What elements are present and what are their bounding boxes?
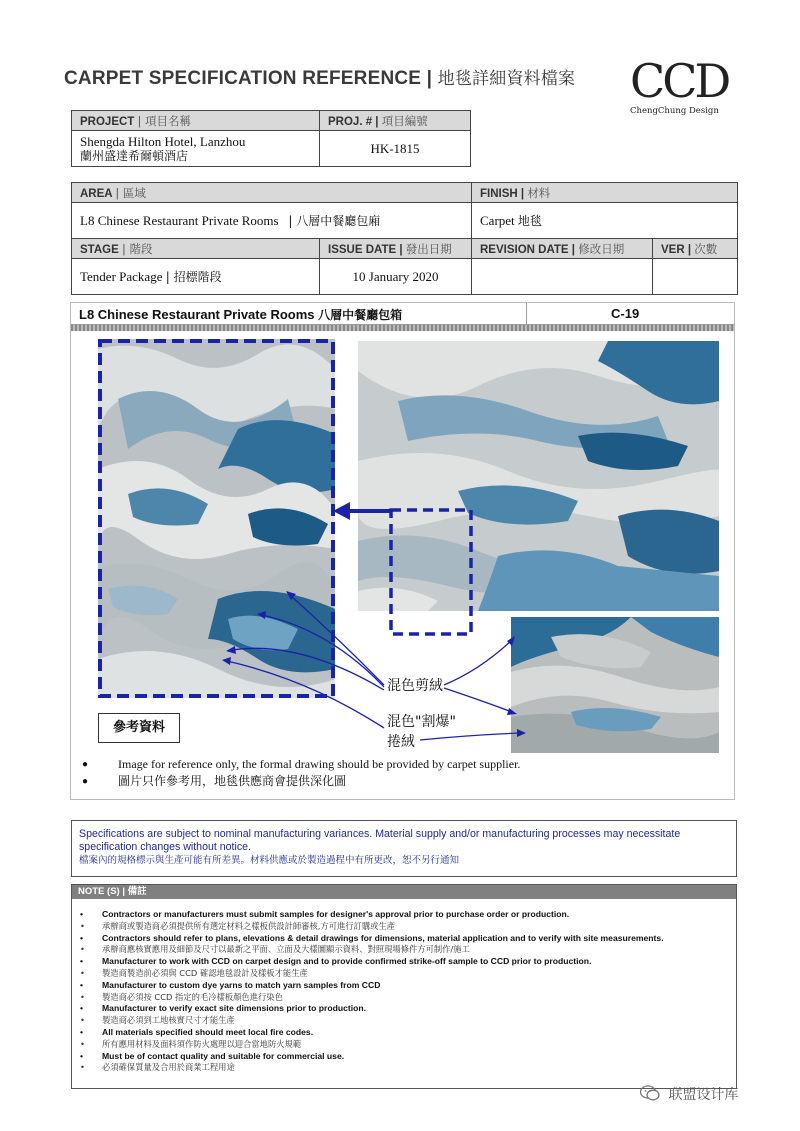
- note-item-en: • Must be of contact quality and suitable for commercial use.: [80, 1051, 736, 1063]
- note-item-en: • Manufacturer to verify exact site dimensions prior to production.: [80, 1003, 736, 1015]
- note-item-zh: • 製造商必須到工地核實尺寸才能生產: [80, 1015, 736, 1027]
- finish-value: Carpet 地毯: [472, 203, 738, 239]
- note-item-zh: • 製造商必須按 CCD 指定的毛冷樣板顏色進行染色: [80, 992, 736, 1004]
- title-en: CARPET SPECIFICATION REFERENCE |: [64, 68, 433, 89]
- callout-curve-5: [444, 640, 512, 685]
- project-number: HK-1815: [320, 131, 471, 167]
- note-item-zh: • 承辦商或製造商必須提供所有選定材料之樣板供設計師審核,方可進行訂購或生產: [80, 921, 736, 933]
- callout-cut-pile: 混色剪絨: [387, 678, 443, 694]
- selection-rectangle: [391, 510, 471, 634]
- note-item-zh: • 所有應用材料及面料須作防火處理以迎合當地防火規範: [80, 1039, 736, 1051]
- ver-label: VER | 次數: [653, 239, 738, 259]
- callout-curve-6: [444, 688, 512, 712]
- disclaimer-zh: 檔案內的規格標示與生產可能有所差異。材料供應或於製造過程中有所更改，恕不另行通知: [79, 855, 460, 866]
- reference-notes: [82, 756, 520, 790]
- project-label: PROJECT | 項目名稱: [72, 111, 320, 131]
- note-item-zh: • 承辦商應核實應用及細節及尺寸以最新之平面、立面及大樣圖顯示資料、對照現場條件方可制作/施工: [80, 944, 736, 956]
- panel-title: L8 Chinese Restaurant Private Rooms 八層中餐廳包箱: [79, 307, 403, 322]
- stage-label: STAGE | 階段: [72, 239, 320, 259]
- stage-value: Tender Package | 招標階段: [72, 259, 320, 295]
- note-item-en: • Contractors or manufacturers must submit samples for designer's approval prior to purchase order or production.: [80, 909, 736, 921]
- issue-date-value: 10 January 2020: [320, 259, 472, 295]
- disclaimer-box: [71, 820, 737, 877]
- logo-mark: CCD: [630, 54, 729, 108]
- revision-date-label: REVISION DATE | 修改日期: [472, 239, 653, 259]
- logo-subtitle: ChengChung Design: [630, 106, 719, 116]
- area-value: L8 Chinese Restaurant Private Rooms | 八層中餐廳包廂: [72, 203, 472, 239]
- note-item-zh: • 製造商製造前必須與 CCD 確認地毯設計及樣板才能生產: [80, 968, 736, 980]
- issue-date-label: ISSUE DATE | 發出日期: [320, 239, 472, 259]
- watermark-text: 联盟设计库: [668, 1087, 739, 1103]
- proj-no-label: PROJ. # | 項目編號: [320, 111, 471, 131]
- callout-curve-4: [227, 661, 384, 728]
- panel-code: C-19: [611, 306, 640, 321]
- watermark: [640, 1084, 738, 1105]
- callout-curve-1: [290, 595, 384, 685]
- area-label: AREA | 區域: [72, 183, 472, 203]
- title-zh: 地毯詳細資料檔案: [437, 69, 576, 89]
- reference-label: 參考資料: [98, 713, 180, 743]
- notes-box: [71, 884, 737, 1089]
- disclaimer-en: Specifications are subject to nominal manufacturing variances. Material supply and/or manufacturing processes may necessitate specification changes without notice.: [79, 828, 681, 853]
- callout-curve-3: [232, 648, 384, 690]
- notes-heading: NOTE (S) | 備註: [72, 885, 736, 899]
- note-item-en: • Manufacturer to work with CCD on carpet design and to provide confirmed strike-off sample to CCD prior to production.: [80, 956, 736, 968]
- pointer-arrow-head: [333, 502, 350, 520]
- reference-note-en: ● Image for reference only, the formal drawing should be provided by carpet supplier.: [82, 756, 520, 773]
- wechat-icon: [640, 1085, 660, 1105]
- reference-note-zh: ● 圖片只作參考用，地毯供應商會提供深化圖: [82, 773, 520, 790]
- note-item-zh: • 必須確保質量及合用於商業工程用途: [80, 1062, 736, 1074]
- note-item-en: • Contractors should refer to plans, elevations & detail drawings for dimensions, material application and to verify with site measurements.: [80, 933, 736, 945]
- notes-list: [72, 899, 736, 1074]
- note-item-en: • Manufacturer to custom dye yarns to match yarn samples from CCD: [80, 980, 736, 992]
- note-item-en: • All materials specified should meet local fire codes.: [80, 1027, 736, 1039]
- callout-loop-pile: 混色"割爆" 捲絨: [387, 714, 456, 750]
- project-name: Shengda Hilton Hotel, Lanzhou 蘭州盛達希爾頓酒店: [72, 131, 320, 167]
- finish-label: FINISH | 材料: [472, 183, 738, 203]
